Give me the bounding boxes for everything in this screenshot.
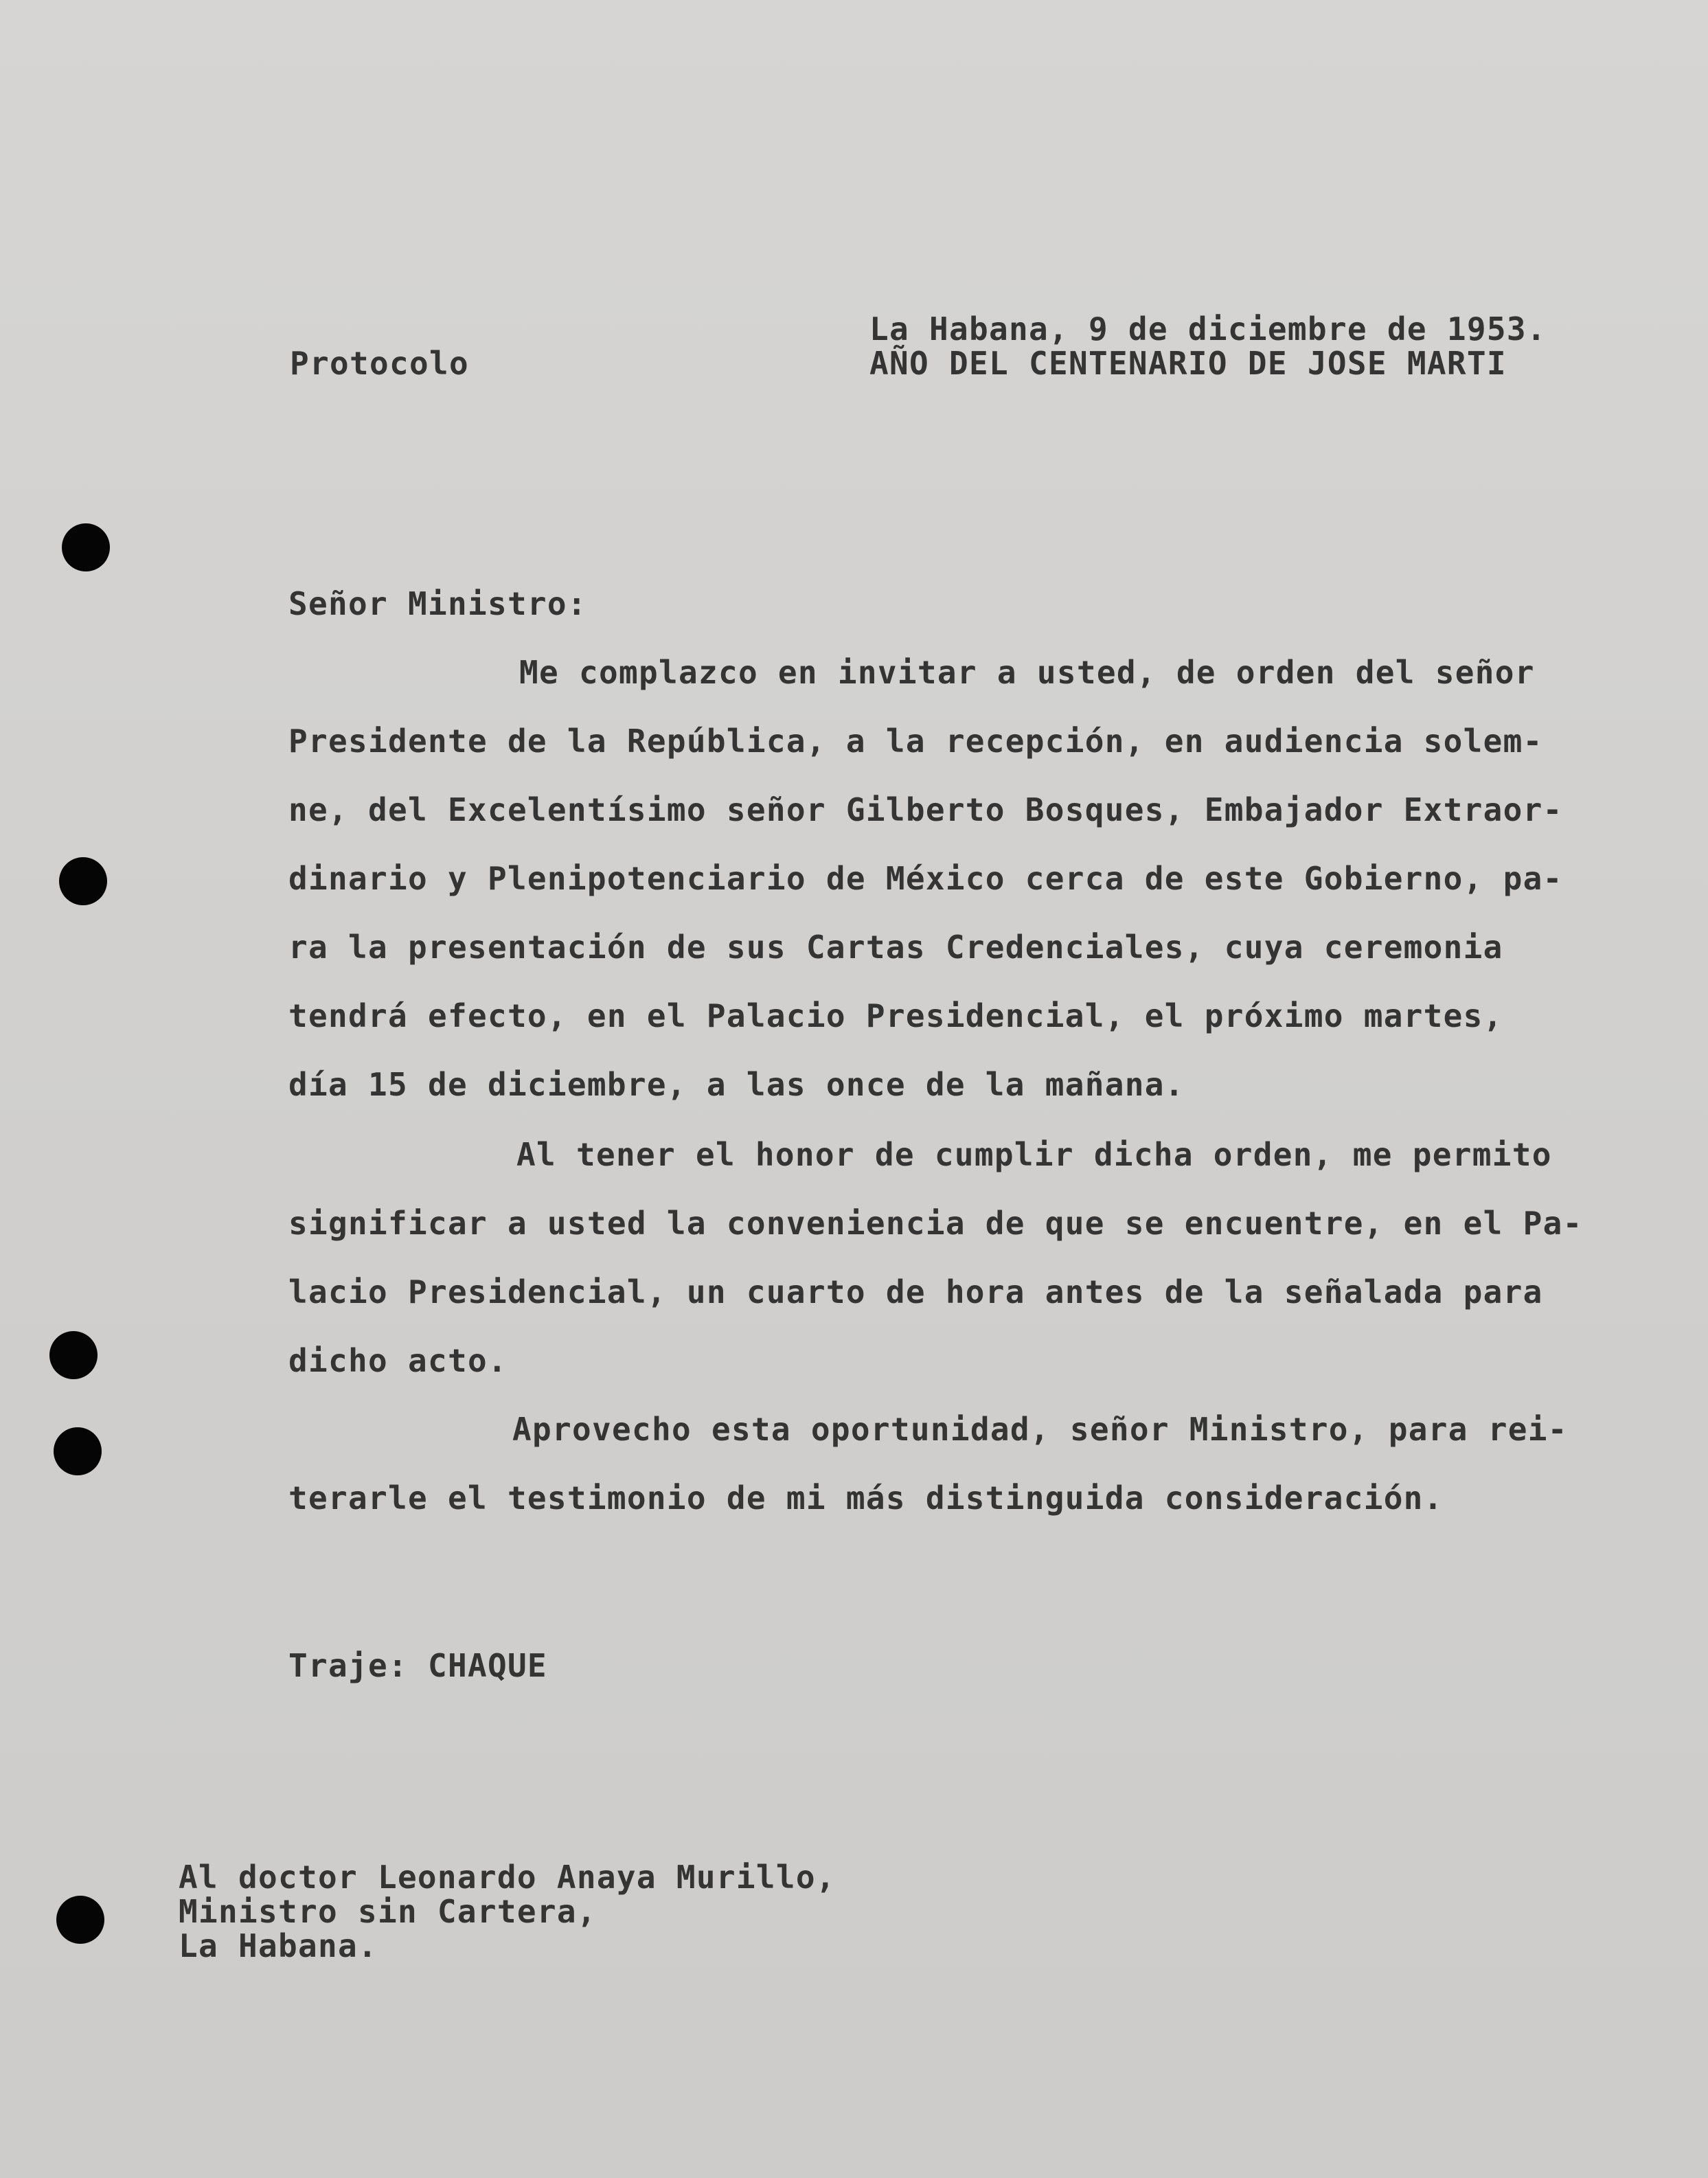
body-line: ne, del Excelentísimo señor Gilberto Bosques, Embajador Extraor-: [288, 791, 1563, 828]
body-line: dinario y Plenipotenciario de México cerca de este Gobierno, pa-: [288, 860, 1563, 897]
body-line: Me complazco en invitar a usted, de orden del señor: [519, 654, 1535, 691]
dress-code: Traje: CHAQUE: [288, 1647, 547, 1684]
recipient-line: La Habana.: [179, 1927, 378, 1964]
department-label: Protocolo: [290, 345, 469, 382]
recipient-line: Al doctor Leonardo Anaya Murillo,: [179, 1859, 836, 1896]
body-line: día 15 de diciembre, a las once de la mañana.: [288, 1066, 1185, 1103]
body-line: ra la presentación de sus Cartas Credenciales, cuya ceremonia: [288, 929, 1503, 966]
body-line: significar a usted la conveniencia de que se encuentre, en el Pa-: [288, 1205, 1583, 1242]
binder-hole: [56, 1896, 104, 1944]
body-line: Presidente de la República, a la recepción, en audiencia solem-: [288, 723, 1543, 760]
binder-hole: [62, 523, 110, 571]
recipient-line: Ministro sin Cartera,: [179, 1893, 597, 1930]
body-line: dicho acto.: [288, 1342, 508, 1379]
binder-hole: [59, 857, 107, 905]
body-line: tendrá efecto, en el Palacio Presidencial, el próximo martes,: [288, 997, 1503, 1034]
salutation: Señor Ministro:: [288, 585, 587, 622]
binder-hole: [54, 1427, 102, 1475]
binder-hole: [49, 1331, 98, 1379]
body-line: Al tener el honor de cumplir dicha orden, me permito: [516, 1136, 1552, 1173]
body-line: terarle el testimonio de mi más distinguida consideración.: [288, 1479, 1444, 1517]
body-line: lacio Presidencial, un cuarto de hora antes de la señalada para: [288, 1273, 1543, 1311]
year-motto: AÑO DEL CENTENARIO DE JOSE MARTI: [869, 345, 1507, 382]
place-date: La Habana, 9 de diciembre de 1953.: [869, 310, 1547, 348]
body-line: Aprovecho esta oportunidad, señor Ministro, para rei-: [512, 1411, 1568, 1448]
